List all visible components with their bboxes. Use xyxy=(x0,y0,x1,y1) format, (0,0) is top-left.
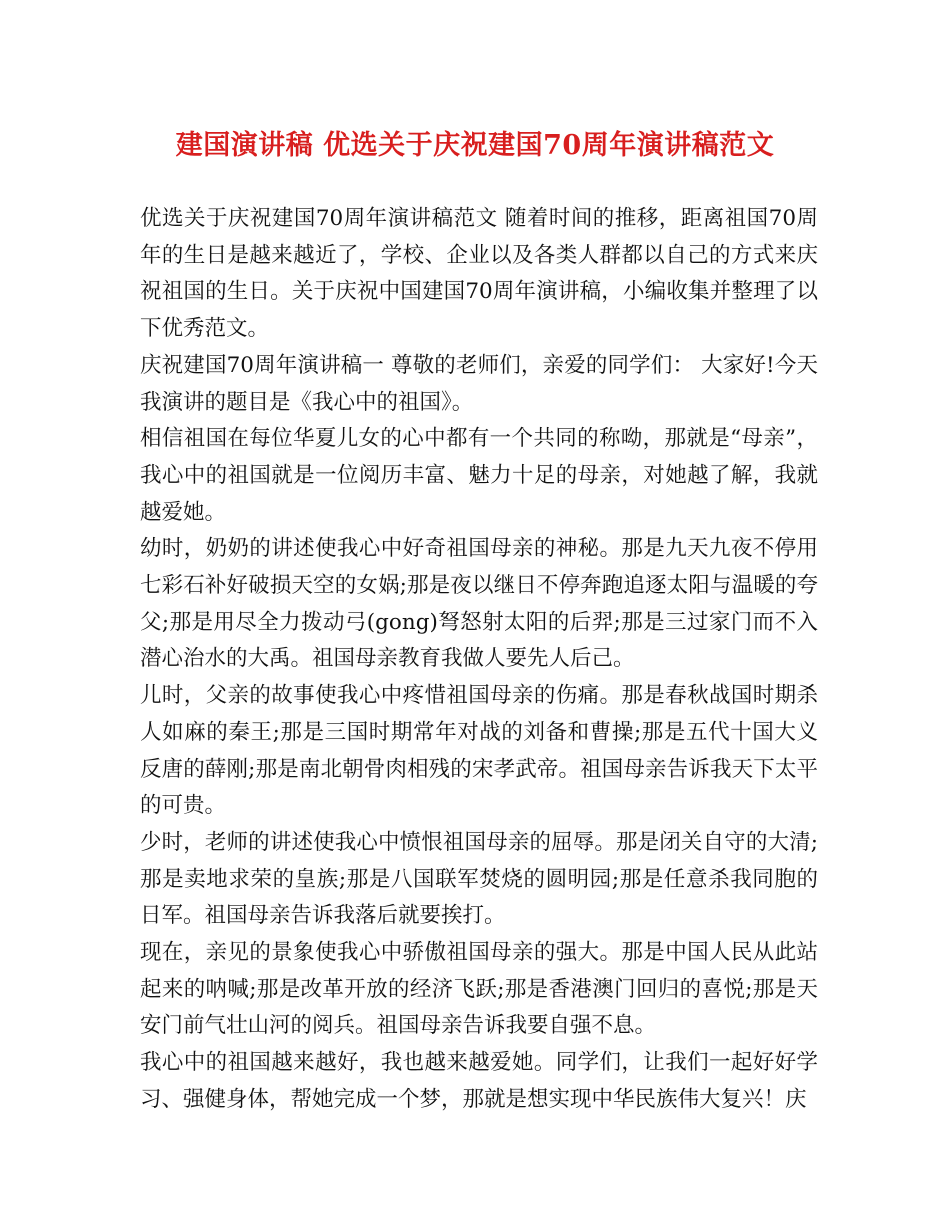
paragraph-youth: 儿时，父亲的故事使我心中疼惜祖国母亲的伤痛。那是春秋战国时期杀人如麻的秦王;那是三国时期常年对战的刘备和曹操;那是五代十国大义反唐的薛刚;那是南北朝骨肉相残的宋孝武帝。祖国母亲告诉我天下太平的可贵。 xyxy=(140,683,818,819)
paragraph-childhood: 幼时，奶奶的讲述使我心中好奇祖国母亲的神秘。那是九天九夜不停用七彩石补好破损天空的女娲;那是夜以继日不停奔跑追逐太阳与温暖的夸父;那是用尽全力拨动弓(gong)弩怒射太阳的后羿;那是三过家门而不入潜心治水的大禹。祖国母亲教育我做人要先人后己。 xyxy=(140,536,818,672)
paragraph-greeting: 庆祝建国70周年演讲稿一 尊敬的老师们，亲爱的同学们： 大家好!今天我演讲的题目是《我心中的祖国》。 xyxy=(140,352,818,415)
document-body xyxy=(140,201,818,1119)
paragraph-mother: 相信祖国在每位华夏儿女的心中都有一个共同的称呦，那就是“母亲”，我心中的祖国就是一位阅历丰富、魅力十足的母亲，对她越了解，我就越爱她。 xyxy=(140,426,818,525)
paragraph-closing: 我心中的祖国越来越好，我也越来越爱她。同学们，让我们一起好好学习、强健身体，帮她完成一个梦，那就是想实现中华民族伟大复兴！庆 xyxy=(140,1050,818,1112)
paragraph-intro: 优选关于庆祝建国70周年演讲稿范文 随着时间的推移，距离祖国70周年的生日是越来越近了，学校、企业以及各类人群都以自己的方式来庆祝祖国的生日。关于庆祝中国建国70周年演讲稿，小编收集并整理了以下优秀范文。 xyxy=(140,206,818,342)
document-title: 建国演讲稿 优选关于庆祝建国70周年演讲稿范文 xyxy=(175,130,775,161)
paragraph-school: 少时，老师的讲述使我心中愤恨祖国母亲的屈辱。那是闭关自守的大清;那是卖地求荣的皇族;那是八国联军焚烧的圆明园;那是任意杀我同胞的日军。祖国母亲告诉我落后就要挨打。 xyxy=(140,829,818,929)
paragraph-present: 现在，亲见的景象使我心中骄傲祖国母亲的强大。那是中国人民从此站起来的呐喊;那是改革开放的经济飞跃;那是香港澳门回归的喜悦;那是天安门前气壮山河的阅兵。祖国母亲告诉我要自强不息。 xyxy=(140,940,818,1039)
